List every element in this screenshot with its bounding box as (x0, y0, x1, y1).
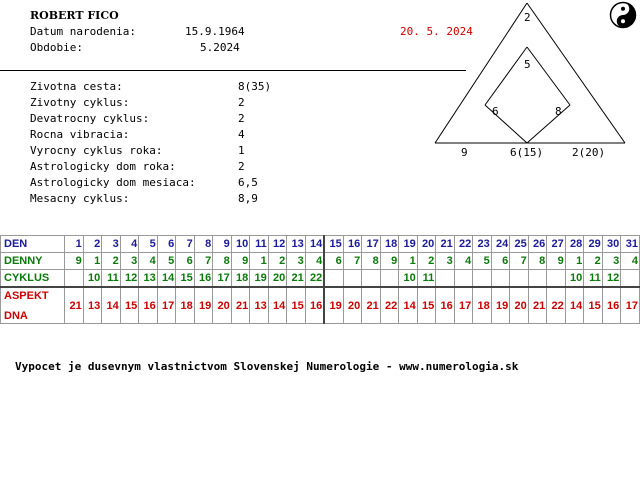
aspekt-cell: 14 (102, 287, 121, 324)
aspekt-cell: 15 (584, 287, 603, 324)
aspekt-cell: 19 (194, 287, 213, 324)
aspekt-cell: 21 (231, 287, 250, 324)
stat-value: 4 (238, 128, 245, 141)
aspekt-cell: 13 (83, 287, 102, 324)
dna-label: DNA (4, 310, 28, 322)
aspekt-cell: 22 (380, 287, 399, 324)
days-cell: 2 (83, 236, 102, 253)
denny-row1-cell: 1 (83, 253, 102, 270)
denny-row2-cell (65, 270, 84, 288)
denny-row1-cell: 5 (473, 253, 492, 270)
triangle-right-inner: 8 (555, 105, 562, 118)
denny-row1-cell: 8 (528, 253, 547, 270)
yin-yang-icon (609, 1, 637, 29)
denny-row1-cell: 9 (547, 253, 566, 270)
aspekt-cell: 16 (436, 287, 455, 324)
days-cell: 21 (436, 236, 455, 253)
denny-row2-cell (473, 270, 492, 288)
aspekt-cell: 21 (362, 287, 381, 324)
days-cell: 17 (362, 236, 381, 253)
days-cell: 23 (473, 236, 492, 253)
denny-label: DENNY (1, 253, 65, 270)
days-cell: 22 (454, 236, 473, 253)
denny-row2-cell: 10 (83, 270, 102, 288)
cyklus-label: CYKLUS (1, 270, 65, 288)
stat-value: 2 (238, 160, 245, 173)
denny-row1-cell: 6 (176, 253, 195, 270)
denny-row2-cell (528, 270, 547, 288)
aspekt-cell: 18 (176, 287, 195, 324)
daily-cycle-grid (0, 235, 640, 324)
triangle-middle: 5 (524, 58, 531, 71)
days-cell: 1 (65, 236, 84, 253)
days-cell: 6 (157, 236, 176, 253)
days-cell: 8 (194, 236, 213, 253)
days-cell: 31 (621, 236, 640, 253)
denny-row1-cell: 5 (157, 253, 176, 270)
days-cell: 26 (528, 236, 547, 253)
denny-row1-cell: 8 (213, 253, 232, 270)
numerology-triangle (425, 0, 640, 165)
birth-date-value: 15.9.1964 (185, 25, 245, 38)
denny-row1-cell: 6 (324, 253, 343, 270)
denny-row2-cell (621, 270, 640, 288)
denny-row2-cell: 10 (565, 270, 584, 288)
days-cell: 3 (102, 236, 121, 253)
current-date: 20. 5. 2024 (400, 25, 473, 38)
denny-row2-cell: 14 (157, 270, 176, 288)
denny-row2-cell: 16 (194, 270, 213, 288)
aspekt-cell: 14 (399, 287, 418, 324)
days-cell: 4 (120, 236, 139, 253)
denny-row2-cell (547, 270, 566, 288)
stat-value: 2 (238, 96, 245, 109)
aspekt-cell: 21 (528, 287, 547, 324)
denny-row1-cell: 9 (380, 253, 399, 270)
aspekt-cell: 16 (602, 287, 621, 324)
denny-row2-cell (324, 270, 343, 288)
denny-row2-cell (491, 270, 510, 288)
denny-row1-cell: 3 (287, 253, 306, 270)
days-cell: 24 (491, 236, 510, 253)
denny-row2-cell: 21 (287, 270, 306, 288)
days-cell: 20 (417, 236, 436, 253)
aspekt-cell: 17 (621, 287, 640, 324)
aspekt-cell: 14 (565, 287, 584, 324)
aspekt-cell: 14 (268, 287, 287, 324)
cyklus-row (1, 270, 640, 288)
den-row (1, 236, 640, 253)
denny-row1-cell: 2 (102, 253, 121, 270)
birth-date-label: Datum narodenia: (30, 25, 136, 38)
denny-row1-cell: 7 (510, 253, 529, 270)
denny-row1-cell: 3 (120, 253, 139, 270)
days-cell: 12 (268, 236, 287, 253)
period-value: 5.2024 (200, 41, 240, 54)
denny-row2-cell (510, 270, 529, 288)
days-cell: 29 (584, 236, 603, 253)
aspekt-cell: 20 (343, 287, 362, 324)
header-divider (0, 70, 466, 71)
aspekt-cell: 16 (305, 287, 324, 324)
denny-row2-cell: 22 (305, 270, 324, 288)
triangle-bottom-left: 9 (461, 146, 468, 159)
triangle-top: 2 (524, 11, 531, 24)
days-cell: 11 (250, 236, 269, 253)
denny-row (1, 253, 640, 270)
days-cell: 19 (399, 236, 418, 253)
aspekt-cell: 17 (157, 287, 176, 324)
stat-label: Mesacny cyklus: (30, 192, 130, 205)
aspekt-cell: 21 (65, 287, 84, 324)
denny-row2-cell (454, 270, 473, 288)
days-cell: 9 (213, 236, 232, 253)
stat-value: 2 (238, 112, 245, 125)
stat-label: Devatrocny cyklus: (30, 112, 150, 125)
den-label: DEN (1, 236, 65, 253)
denny-row1-cell: 2 (417, 253, 436, 270)
aspekt-label: ASPEKT (4, 290, 49, 302)
days-cell: 25 (510, 236, 529, 253)
denny-row2-cell (343, 270, 362, 288)
denny-row1-cell: 4 (454, 253, 473, 270)
days-cell: 15 (324, 236, 343, 253)
denny-row1-cell: 7 (194, 253, 213, 270)
days-cell: 16 (343, 236, 362, 253)
denny-row2-cell: 19 (250, 270, 269, 288)
aspekt-row (1, 287, 640, 324)
denny-row2-cell: 10 (399, 270, 418, 288)
denny-row1-cell: 3 (436, 253, 455, 270)
denny-row2-cell: 12 (120, 270, 139, 288)
denny-row1-cell: 7 (343, 253, 362, 270)
denny-row1-cell: 6 (491, 253, 510, 270)
aspekt-cell: 19 (324, 287, 343, 324)
aspekt-cell: 18 (473, 287, 492, 324)
denny-row2-cell: 11 (102, 270, 121, 288)
denny-row1-cell: 8 (362, 253, 381, 270)
days-cell: 7 (176, 236, 195, 253)
days-cell: 5 (139, 236, 158, 253)
denny-row1-cell: 9 (65, 253, 84, 270)
triangle-left-inner: 6 (492, 105, 499, 118)
stat-label: Rocna vibracia: (30, 128, 130, 141)
days-cell: 28 (565, 236, 584, 253)
aspekt-cell: 22 (547, 287, 566, 324)
denny-row1-cell: 2 (584, 253, 603, 270)
denny-row1-cell: 4 (139, 253, 158, 270)
aspekt-cell: 20 (213, 287, 232, 324)
person-name: ROBERT FICO (30, 9, 119, 22)
stat-label: Vyrocny cyklus roka: (30, 144, 163, 157)
stat-value: 8(35) (238, 80, 272, 93)
aspekt-cell: 20 (510, 287, 529, 324)
stat-label: Zivotna cesta: (30, 80, 123, 93)
days-cell: 10 (231, 236, 250, 253)
stat-value: 8,9 (238, 192, 258, 205)
aspekt-cell: 15 (287, 287, 306, 324)
denny-row2-cell (380, 270, 399, 288)
denny-row2-cell: 11 (417, 270, 436, 288)
denny-row1-cell: 1 (565, 253, 584, 270)
denny-row1-cell: 1 (250, 253, 269, 270)
aspekt-cell: 13 (250, 287, 269, 324)
stat-label: Astrologicky dom roka: (30, 160, 176, 173)
days-cell: 14 (305, 236, 324, 253)
aspekt-cell: 15 (120, 287, 139, 324)
denny-row2-cell: 12 (602, 270, 621, 288)
denny-row1-cell: 3 (602, 253, 621, 270)
denny-row1-cell: 2 (268, 253, 287, 270)
triangle-bottom-center: 6(15) (510, 146, 544, 159)
denny-row2-cell (436, 270, 455, 288)
denny-row2-cell: 17 (213, 270, 232, 288)
days-cell: 13 (287, 236, 306, 253)
aspekt-dna-label (1, 287, 65, 324)
days-cell: 27 (547, 236, 566, 253)
denny-row2-cell: 11 (584, 270, 603, 288)
denny-row1-cell: 1 (399, 253, 418, 270)
denny-row2-cell: 18 (231, 270, 250, 288)
days-cell: 30 (602, 236, 621, 253)
period-label: Obdobie: (30, 41, 83, 54)
triangle-bottom-right: 2(20) (572, 146, 606, 159)
denny-row1-cell: 4 (305, 253, 324, 270)
denny-row2-cell: 15 (176, 270, 195, 288)
footer-text: Vypocet je dusevnym vlastnictvom Slovenskej Numerologie - www.numerologia.sk (15, 360, 519, 373)
aspekt-cell: 16 (139, 287, 158, 324)
denny-row2-cell: 20 (268, 270, 287, 288)
denny-row2-cell (362, 270, 381, 288)
days-cell: 18 (380, 236, 399, 253)
aspekt-cell: 19 (491, 287, 510, 324)
denny-row1-cell: 4 (621, 253, 640, 270)
stat-value: 1 (238, 144, 245, 157)
aspekt-cell: 15 (417, 287, 436, 324)
denny-row2-cell: 13 (139, 270, 158, 288)
stat-value: 6,5 (238, 176, 258, 189)
denny-row1-cell: 9 (231, 253, 250, 270)
stat-label: Zivotny cyklus: (30, 96, 130, 109)
stat-label: Astrologicky dom mesiaca: (30, 176, 196, 189)
aspekt-cell: 17 (454, 287, 473, 324)
